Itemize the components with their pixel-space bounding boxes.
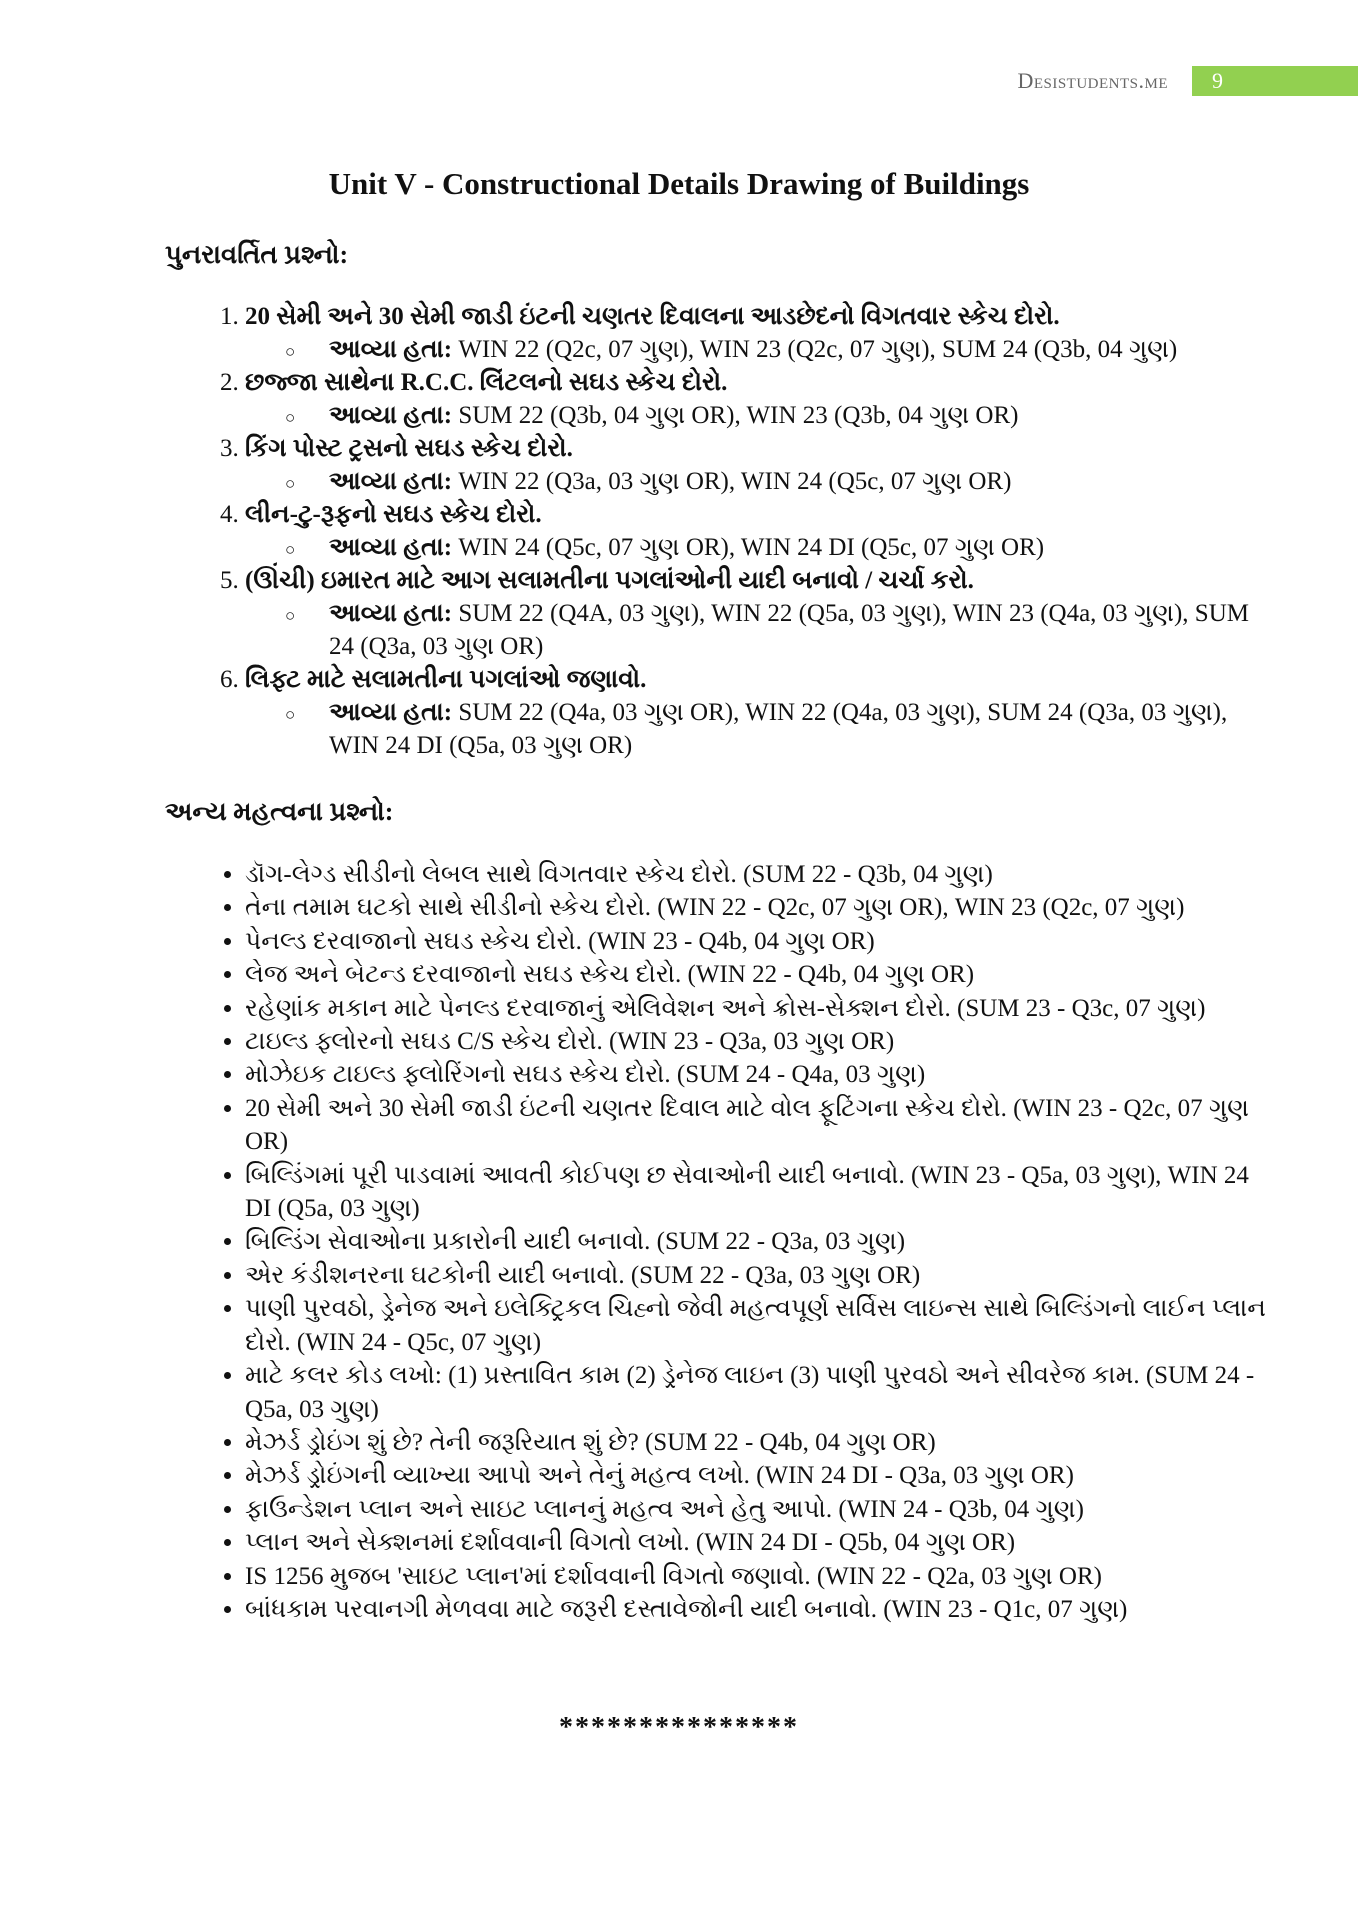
asked-text: WIN 22 (Q3a, 03 ગુણ OR), WIN 24 (Q5c, 07 ગુણ OR) xyxy=(458,468,1012,495)
other-questions-list xyxy=(165,858,1275,1626)
list-item: • IS 1256 મુજબ 'સાઇટ પ્લાન'માં દર્શાવવાની વિગતો જણાવો. (WIN 22 - Q2a, 03 ગુણ OR) xyxy=(245,1560,1275,1593)
asked-label: આવ્યા હતા: xyxy=(329,336,453,363)
question-text: (ઊંચી) ઇમારત માટે આગ સલામતીના પગલાંઓની યાદી બનાવો / ચર્ચા કરો. xyxy=(245,567,974,594)
asked-label: આવ્યા હતા: xyxy=(329,468,453,495)
list-item: • બાંધકામ પરવાનગી મેળવવા માટે જરૂરી દસ્તાવેજોની યાદી બનાવો. (WIN 23 - Q1c, 07 ગુણ) xyxy=(245,1593,1275,1626)
page-title: Unit V - Constructional Details Drawing of Buildings xyxy=(328,166,1030,201)
question-text: છજ્જા સાથેના R.C.C. લિંટલનો સઘડ સ્કેચ દોરો. xyxy=(245,369,728,396)
question-item xyxy=(245,663,1275,762)
asked-info xyxy=(285,531,1275,564)
question-item xyxy=(245,498,1275,564)
repeated-questions-list xyxy=(165,300,1275,762)
question-item xyxy=(245,564,1275,663)
asked-label: આવ્યા હતા: xyxy=(329,402,453,429)
question-item xyxy=(245,432,1275,498)
asked-label: આવ્યા હતા: xyxy=(329,534,453,561)
asked-label: આવ્યા હતા: xyxy=(329,600,453,627)
list-item: • બિલ્ડિંગ સેવાઓના પ્રકારોની યાદી બનાવો. (SUM 22 - Q3a, 03 ગુણ) xyxy=(245,1225,1275,1258)
question-text: કિંગ પોસ્ટ ટ્રસનો સઘડ સ્કેચ દોરો. xyxy=(245,435,573,462)
page-number-badge: 9 xyxy=(1192,66,1358,96)
list-item: • મેઝર્ડ ડ્રોઇંગ શું છે? તેની જરૂરિયાત શું છે? (SUM 22 - Q4b, 04 ગુણ OR) xyxy=(245,1426,1275,1459)
list-item: • ડૉગ-લેગ્ડ સીડીનો લેબલ સાથે વિગતવાર સ્કેચ દોરો. (SUM 22 - Q3b, 04 ગુણ) xyxy=(245,858,1275,891)
asked-info xyxy=(285,465,1275,498)
list-item: • રહેણાંક મકાન માટે પેનલ્ડ દરવાજાનું એલિવેશન અને ક્રોસ-સેક્શન દોરો. (SUM 23 - Q3c, 07 ગુણ) xyxy=(245,992,1275,1025)
asked-text: SUM 22 (Q4a, 03 ગુણ OR), WIN 22 (Q4a, 03 ગુણ), SUM 24 (Q3a, 03 ગુણ), WIN 24 DI (Q5a, 03 ગુણ OR) xyxy=(329,699,1228,759)
list-item: • પાણી પુરવઠો, ડ્રેનેજ અને ઇલેક્ટ્રિકલ ચિહ્નો જેવી મહત્વપૂર્ણ સર્વિસ લાઇન્સ સાથે બિલ્ડિંગનો લાઈન પ્લાન દોરો. (WIN 24 - Q5c, 07 ગુણ) xyxy=(245,1292,1275,1359)
list-item: • 20 સેમી અને 30 સેમી જાડી ઇંટની ચણતર દિવાલ માટે વોલ ફૂટિંગના સ્કેચ દોરો. (WIN 23 - Q2c, 07 ગુણ OR) xyxy=(245,1092,1275,1159)
list-item: • બિલ્ડિંગમાં પૂરી પાડવામાં આવતી કોઈપણ છ સેવાઓની યાદી બનાવો. (WIN 23 - Q5a, 03 ગુણ), WIN 24 DI (Q5a, 03 ગુણ) xyxy=(245,1159,1275,1226)
asked-info xyxy=(285,333,1275,366)
list-item: • લેજ અને બેટન્ડ દરવાજાનો સઘડ સ્કેચ દોરો. (WIN 22 - Q4b, 04 ગુણ OR) xyxy=(245,958,1275,991)
list-item: • ટાઇલ્ડ ફ્લોરનો સઘડ C/S સ્કેચ દોરો. (WIN 23 - Q3a, 03 ગુણ OR) xyxy=(245,1025,1275,1058)
asked-text: SUM 22 (Q3b, 04 ગુણ OR), WIN 23 (Q3b, 04 ગુણ OR) xyxy=(458,402,1019,429)
asked-label: આવ્યા હતા: xyxy=(329,699,453,726)
question-item xyxy=(245,366,1275,432)
end-marker: *************** xyxy=(559,1712,799,1743)
list-item: • માટે કલર કોડ લખો: (1) પ્રસ્તાવિત કામ (2) ડ્રેનેજ લાઇન (3) પાણી પુરવઠો અને સીવરેજ કામ. (SUM 24 - Q5a, 03 ગુણ) xyxy=(245,1359,1275,1426)
list-item: • એર કંડીશનરના ઘટકોની યાદી બનાવો. (SUM 22 - Q3a, 03 ગુણ OR) xyxy=(245,1259,1275,1292)
question-text: 20 સેમી અને 30 સેમી જાડી ઇંટની ચણતર દિવાલના આડછેદનો વિગતવાર સ્કેચ દોરો. xyxy=(245,303,1060,330)
header-site-name: Desistudents.me xyxy=(1017,68,1168,93)
asked-text: WIN 24 (Q5c, 07 ગુણ OR), WIN 24 DI (Q5c, 07 ગુણ OR) xyxy=(458,534,1045,561)
question-text: લિફ્ટ માટે સલામતીના પગલાંઓ જણાવો. xyxy=(245,666,647,693)
asked-info xyxy=(285,597,1275,663)
list-item: • મેઝર્ડ ડ્રોઇંગની વ્યાખ્યા આપો અને તેનું મહત્વ લખો. (WIN 24 DI - Q3a, 03 ગુણ OR) xyxy=(245,1459,1275,1492)
question-item xyxy=(245,300,1275,366)
list-item: • તેના તમામ ઘટકો સાથે સીડીનો સ્કેચ દોરો. (WIN 22 - Q2c, 07 ગુણ OR), WIN 23 (Q2c, 07 ગુણ) xyxy=(245,891,1275,924)
repeated-questions-heading: પુનરાવર્તિત પ્રશ્નો: xyxy=(165,240,349,269)
list-item: • પ્લાન અને સેક્શનમાં દર્શાવવાની વિગતો લખો. (WIN 24 DI - Q5b, 04 ગુણ OR) xyxy=(245,1526,1275,1559)
asked-text: WIN 22 (Q2c, 07 ગુણ), WIN 23 (Q2c, 07 ગુણ), SUM 24 (Q3b, 04 ગુણ) xyxy=(458,336,1178,363)
list-item: • પેનલ્ડ દરવાજાનો સઘડ સ્કેચ દોરો. (WIN 23 - Q4b, 04 ગુણ OR) xyxy=(245,925,1275,958)
asked-info xyxy=(285,399,1275,432)
list-item: • મોઝેઇક ટાઇલ્ડ ફ્લોરિંગનો સઘડ સ્કેચ દોરો. (SUM 24 - Q4a, 03 ગુણ) xyxy=(245,1058,1275,1091)
asked-info xyxy=(285,696,1275,762)
asked-text: SUM 22 (Q4A, 03 ગુણ), WIN 22 (Q5a, 03 ગુણ), WIN 23 (Q4a, 03 ગુણ), SUM 24 (Q3a, 03 ગુણ OR) xyxy=(329,600,1249,660)
list-item: • ફાઉન્ડેશન પ્લાન અને સાઇટ પ્લાનનું મહત્વ અને હેતુ આપો. (WIN 24 - Q3b, 04 ગુણ) xyxy=(245,1493,1275,1526)
other-questions-heading: અન્ય મહત્વના પ્રશ્નો: xyxy=(165,797,394,826)
question-text: લીન-ટુ-રૂફનો સઘડ સ્કેચ દોરો. xyxy=(245,501,542,528)
